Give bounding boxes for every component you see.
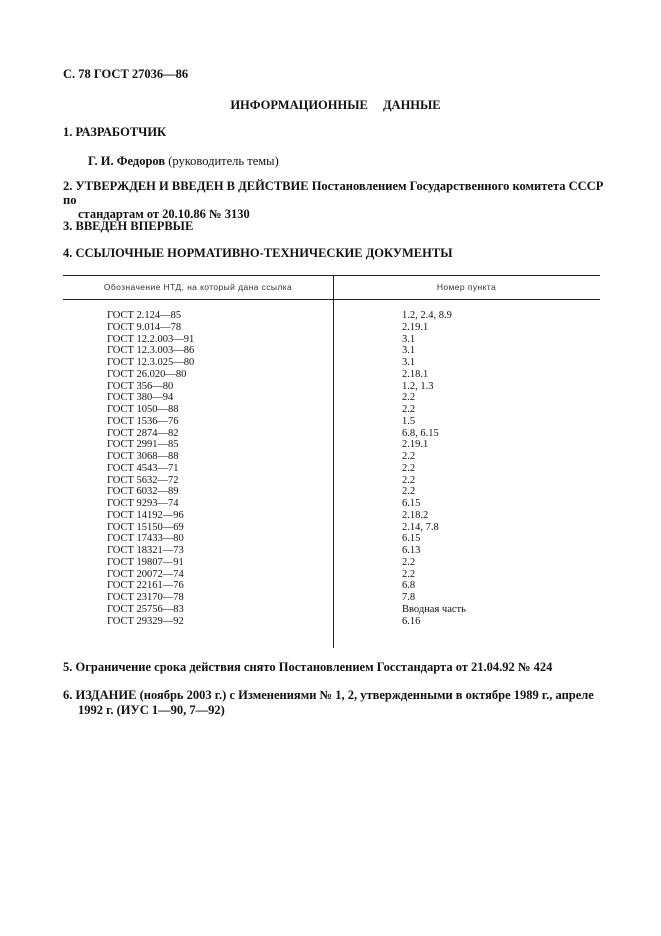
table-row bbox=[63, 392, 600, 404]
table-cell-document: ГОСТ 2.124—85 bbox=[107, 310, 182, 321]
section-first-introduced: 3. ВВЕДЕН ВПЕРВЫЕ bbox=[63, 219, 194, 233]
table-cell-clause: 7.8 bbox=[402, 592, 416, 603]
table-cell-document: ГОСТ 14192—96 bbox=[107, 509, 184, 521]
table-row bbox=[63, 616, 600, 628]
table-row bbox=[63, 428, 600, 440]
table-cell-clause: 3.1 bbox=[402, 345, 416, 357]
table-cell-document: ГОСТ 1536—76 bbox=[107, 415, 179, 427]
table-cell-document: ГОСТ 29329—92 bbox=[107, 615, 184, 627]
table-row bbox=[63, 322, 600, 334]
table-cell-document: ГОСТ 23170—78 bbox=[107, 592, 184, 603]
table-cell-document: ГОСТ 18321—73 bbox=[107, 545, 184, 556]
table-cell-clause: 2.2 bbox=[402, 486, 416, 498]
table-cell-clause: 2.2 bbox=[402, 462, 416, 474]
table-row bbox=[63, 345, 600, 357]
table-cell-clause: 1.2, 2.4, 8.9 bbox=[402, 310, 452, 321]
table-row bbox=[63, 451, 600, 463]
table-row bbox=[63, 357, 600, 369]
table-cell-document: ГОСТ 2991—85 bbox=[107, 439, 179, 451]
section-edition bbox=[63, 688, 611, 718]
table-cell-clause: 2.2 bbox=[402, 404, 416, 415]
table-cell-clause: 2.2 bbox=[402, 451, 416, 462]
table-row bbox=[63, 416, 600, 428]
table-cell-clause: 1.5 bbox=[402, 415, 416, 427]
section-validity: 5. Ограничение срока действия снято Постановлением Госстандарта от 21.04.92 № 424 bbox=[63, 660, 553, 674]
table-header-document: Обозначение НТД, на который дана ссылка bbox=[103, 282, 293, 292]
table-cell-document: ГОСТ 4543—71 bbox=[107, 462, 179, 474]
table-cell-clause: 2.18.1 bbox=[402, 368, 429, 380]
table-cell-document: ГОСТ 12.3.025—80 bbox=[107, 357, 195, 368]
table-cell-clause: 2.2 bbox=[402, 392, 416, 404]
table-cell-document: ГОСТ 20072—74 bbox=[107, 568, 184, 580]
table-cell-clause: 6.15 bbox=[402, 533, 421, 545]
table-cell-document: ГОСТ 3068—88 bbox=[107, 451, 179, 462]
table-row bbox=[63, 439, 600, 451]
developer-name: Г. И. Федоров bbox=[88, 154, 166, 168]
document-title: ИНФОРМАЦИОННЫЕ ДАННЫЕ bbox=[230, 98, 441, 112]
table-header-clause: Номер пункта bbox=[436, 282, 497, 292]
table-row bbox=[63, 510, 600, 522]
table-cell-document: ГОСТ 1050—88 bbox=[107, 404, 179, 415]
table-cell-document: ГОСТ 26.020—80 bbox=[107, 368, 187, 380]
table-cell-clause: 6.8, 6.15 bbox=[402, 427, 439, 439]
table-cell-document: ГОСТ 12.3.003—86 bbox=[107, 345, 195, 357]
table-row bbox=[63, 404, 600, 416]
table-row bbox=[63, 369, 600, 381]
table-cell-document: ГОСТ 22161—76 bbox=[107, 580, 184, 592]
table-cell-clause: 2.2 bbox=[402, 568, 416, 580]
table-cell-document: ГОСТ 356—80 bbox=[107, 380, 174, 392]
table-cell-clause: 2.14, 7.8 bbox=[402, 521, 439, 533]
table-cell-document: ГОСТ 15150—69 bbox=[107, 521, 184, 533]
section-edition-line2: 1992 г. (ИУС 1—90, 7—92) bbox=[78, 703, 225, 717]
table-row bbox=[63, 533, 600, 545]
table-cell-clause: 6.8 bbox=[402, 580, 416, 592]
section-approved bbox=[63, 179, 611, 221]
section-edition-line1: 6. ИЗДАНИЕ (ноябрь 2003 г.) с Изменениями № 1, 2, утвержденными в октябре 1989 г., апреле bbox=[63, 688, 594, 702]
table-row bbox=[63, 592, 600, 604]
table-row bbox=[63, 604, 600, 616]
table-cell-clause: Вводная часть bbox=[402, 603, 466, 615]
table-row bbox=[63, 486, 600, 498]
section-approved-line1: Постановлением Государственного комитета СССР по bbox=[63, 179, 604, 207]
section-developer-heading: 1. РАЗРАБОТЧИК bbox=[63, 125, 167, 139]
table-cell-document: ГОСТ 2874—82 bbox=[107, 427, 179, 439]
table-row bbox=[63, 522, 600, 534]
table-cell-clause: 2.18.2 bbox=[402, 509, 429, 521]
table-cell-document: ГОСТ 25756—83 bbox=[107, 603, 184, 615]
table-cell-clause: 3.1 bbox=[402, 357, 416, 368]
table-cell-clause: 6.15 bbox=[402, 498, 421, 509]
table-cell-clause: 3.1 bbox=[402, 333, 416, 345]
table-cell-clause: 2.2 bbox=[402, 556, 416, 568]
table-row bbox=[63, 334, 600, 346]
table-row bbox=[63, 557, 600, 569]
table-header-rule bbox=[63, 299, 600, 300]
table-cell-document: ГОСТ 380—94 bbox=[107, 392, 174, 404]
table-row bbox=[63, 310, 600, 322]
table-cell-document: ГОСТ 9293—74 bbox=[107, 498, 179, 509]
table-cell-clause: 1.2, 1.3 bbox=[402, 380, 434, 392]
table-row bbox=[63, 463, 600, 475]
page-header: С. 78 ГОСТ 27036—86 bbox=[63, 67, 189, 81]
table-row bbox=[63, 569, 600, 581]
references-table bbox=[63, 275, 600, 648]
table-cell-document: ГОСТ 12.2.003—91 bbox=[107, 333, 195, 345]
table-row bbox=[63, 381, 600, 393]
section-approved-line2: стандартам от 20.10.86 № 3130 bbox=[78, 207, 250, 221]
developer-line bbox=[88, 154, 279, 169]
table-top-rule bbox=[63, 275, 600, 276]
table-row bbox=[63, 545, 600, 557]
table-cell-clause: 6.16 bbox=[402, 615, 421, 627]
table-cell-document: ГОСТ 17433—80 bbox=[107, 533, 184, 545]
table-cell-document: ГОСТ 9.014—78 bbox=[107, 321, 182, 333]
table-cell-clause: 6.13 bbox=[402, 545, 421, 556]
table-cell-clause: 2.2 bbox=[402, 474, 416, 486]
table-cell-clause: 2.19.1 bbox=[402, 321, 429, 333]
table-cell-document: ГОСТ 19807—91 bbox=[107, 556, 184, 568]
developer-role: (руководитель темы) bbox=[165, 154, 279, 168]
section-references-heading: 4. ССЫЛОЧНЫЕ НОРМАТИВНО-ТЕХНИЧЕСКИЕ ДОКУМЕНТЫ bbox=[63, 246, 453, 260]
table-cell-document: ГОСТ 5632—72 bbox=[107, 474, 179, 486]
table-row bbox=[63, 498, 600, 510]
table-body bbox=[63, 310, 600, 627]
table-cell-clause: 2.19.1 bbox=[402, 439, 429, 451]
table-cell-document: ГОСТ 6032—89 bbox=[107, 486, 179, 498]
table-row bbox=[63, 475, 600, 487]
section-approved-heading: 2. УТВЕРЖДЕН И ВВЕДЕН В ДЕЙСТВИЕ bbox=[63, 179, 309, 193]
table-row bbox=[63, 580, 600, 592]
